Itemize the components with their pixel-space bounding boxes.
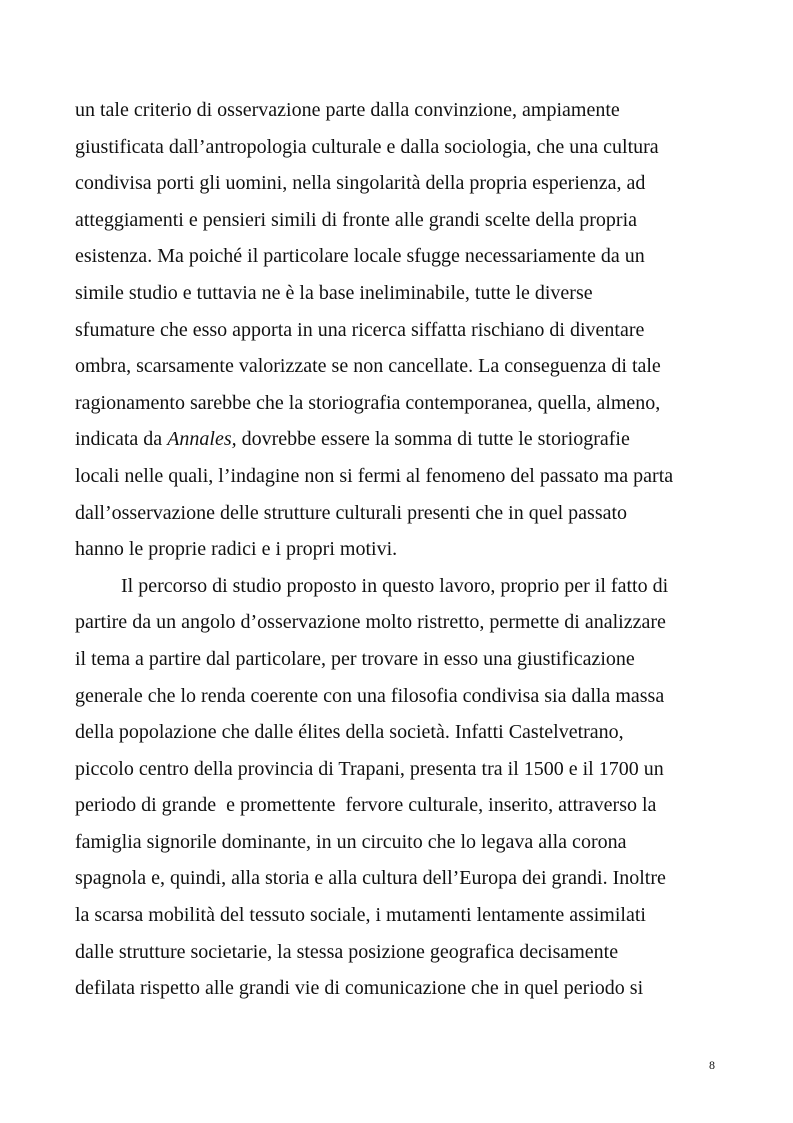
text-line: atteggiamenti e pensieri simili di fronte alle grandi scelte della propria <box>75 208 638 231</box>
body-text <box>75 92 673 1007</box>
text-line: dalle strutture societarie, la stessa posizione geografica decisamente <box>75 940 619 963</box>
text-line: piccolo centro della provincia di Trapani, presenta tra il 1500 e il 1700 un <box>75 757 664 780</box>
paragraph-start-line: Il percorso di studio proposto in questo lavoro, proprio per il fatto di <box>121 574 669 597</box>
text-line: spagnola e, quindi, alla storia e alla cultura dell’Europa dei grandi. Inoltre <box>75 867 666 890</box>
text-line: un tale criterio di osservazione parte dalla convinzione, ampiamente <box>75 99 620 121</box>
text-line: condivisa porti gli uomini, nella singolarità della propria esperienza, ad <box>75 172 646 195</box>
text-line: periodo di grande e promettente fervore culturale, inserito, attraverso la <box>75 794 657 817</box>
text-line: il tema a partire dal particolare, per trovare in esso una giustificazione <box>75 647 635 670</box>
text-line: giustificata dall’antropologia culturale e dalla sociologia, che una cultura <box>75 135 659 158</box>
text-segment: dovrebbe essere la somma di tutte le storiografie <box>236 428 630 451</box>
text-line: famiglia signorile dominante, in un circuito che lo legava alla corona <box>75 830 627 853</box>
text-line: ombra, scarsamente valorizzate se non cancellate. La conseguenza di tale <box>75 355 661 378</box>
text-line: simile studio e tuttavia ne è la base ineliminabile, tutte le diverse <box>75 281 593 304</box>
text-line: generale che lo renda coerente con una filosofia condivisa sia dalla massa <box>75 684 665 707</box>
journal-title-annales: Annales, <box>167 428 237 451</box>
text-line: esistenza. Ma poiché il particolare locale sfugge necessariamente da un <box>75 245 645 268</box>
text-line: della popolazione che dalle élites della società. Infatti Castelvetrano, <box>75 721 624 744</box>
text-line: ragionamento sarebbe che la storiografia contemporanea, quella, almeno, <box>75 391 661 414</box>
text-line: locali nelle quali, l’indagine non si fermi al fenomeno del passato ma parta <box>75 464 674 487</box>
text-line: partire da un angolo d’osservazione molto ristretto, permette di analizzare <box>75 611 666 634</box>
text-segment: indicata da <box>75 428 168 451</box>
text-line: la scarsa mobilità del tessuto sociale, i mutamenti lentamente assimilati <box>75 904 646 927</box>
text-line: hanno le proprie radici e i propri motivi. <box>75 538 398 561</box>
text-line: defilata rispetto alle grandi vie di comunicazione che in quel periodo si <box>75 977 644 1000</box>
text-line: sfumature che esso apporta in una ricerca siffatta rischiano di diventare <box>75 318 645 341</box>
text-line: dall’osservazione delle strutture culturali presenti che in quel passato <box>75 501 628 524</box>
text-line <box>75 421 673 458</box>
page-number: 8 <box>709 1058 715 1072</box>
